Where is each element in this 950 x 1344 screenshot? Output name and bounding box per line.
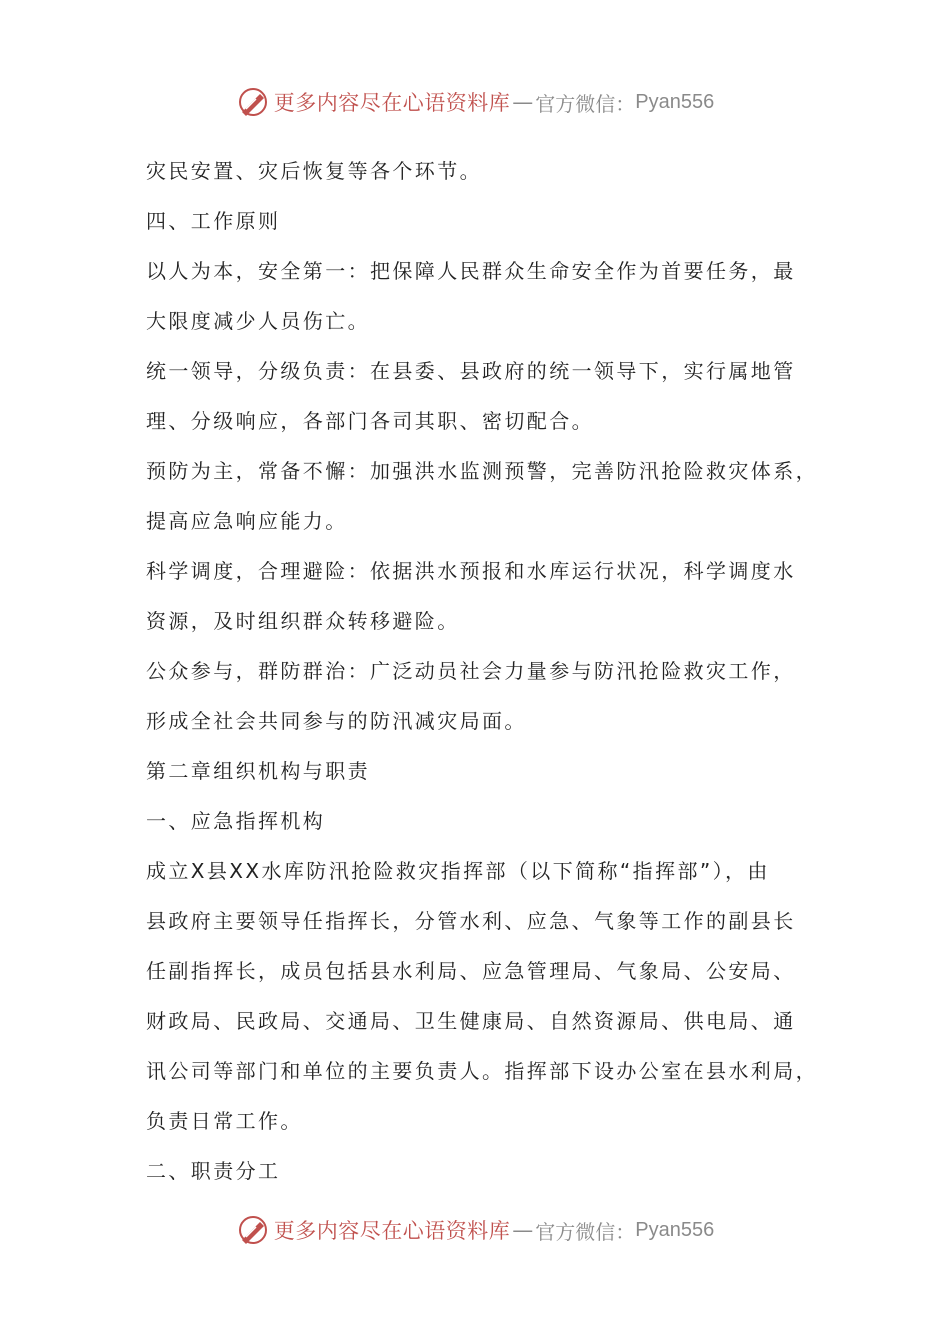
text-line: 预防为主，常备不懈：加强洪水监测预警，完善防汛抢险救灾体系， [146, 459, 818, 483]
watermark-wechat-id: Pyan556 [635, 1218, 715, 1241]
text-line: 科学调度，合理避险：依据洪水预报和水库运行状况，科学调度水 [146, 559, 796, 583]
section-heading: 四、工作原则 [146, 209, 281, 233]
text-line: 讯公司等部门和单位的主要负责人。指挥部下设办公室在县水利局， [146, 1059, 818, 1083]
watermark-dash: — [512, 1218, 534, 1242]
text-line: 理、分级响应，各部门各司其职、密切配合。 [146, 409, 594, 433]
text-line: 公众参与，群防群治：广泛动员社会力量参与防汛抢险救灾工作， [146, 659, 796, 683]
header-watermark [0, 82, 950, 122]
text-line: 财政局、民政局、交通局、卫生健康局、自然资源局、供电局、通 [146, 1009, 796, 1033]
text-line: 形成全社会共同参与的防汛减灾局面。 [146, 709, 527, 733]
text-line: 灾民安置、灾后恢复等各个环节。 [146, 159, 482, 183]
watermark-sub-text: 官方微信： [535, 1219, 636, 1244]
section-heading: 二、职责分工 [146, 1159, 281, 1183]
pen-logo-icon [236, 1213, 270, 1247]
text-line: 提高应急响应能力。 [146, 509, 348, 533]
text-line: 负责日常工作。 [146, 1109, 303, 1133]
chapter-heading: 第二章组织机构与职责 [146, 759, 370, 783]
section-heading: 一、应急指挥机构 [146, 809, 326, 833]
document-body [146, 146, 826, 1196]
pen-logo-icon [236, 85, 270, 119]
watermark-sub-text: 官方微信： [535, 91, 636, 116]
text-line: 以人为本，安全第一：把保障人民群众生命安全作为首要任务，最 [146, 259, 796, 283]
text-line: 大限度减少人员伤亡。 [146, 309, 370, 333]
watermark-main-text: 更多内容尽在心语资料库 [273, 1219, 511, 1243]
watermark-dash: — [512, 90, 534, 114]
text-line: 统一领导，分级负责：在县委、县政府的统一领导下，实行属地管 [146, 359, 796, 383]
watermark-wechat-id: Pyan556 [635, 90, 715, 113]
watermark-main-text: 更多内容尽在心语资料库 [273, 91, 511, 115]
text-line: 资源，及时组织群众转移避险。 [146, 609, 460, 633]
text-line: 县政府主要领导任指挥长，分管水利、应急、气象等工作的副县长 [146, 909, 796, 933]
text-line: 任副指挥长，成员包括县水利局、应急管理局、气象局、公安局、 [146, 959, 796, 983]
text-line: 成立X县XX水库防汛抢险救灾指挥部（以下简称“指挥部”），由 [146, 859, 770, 883]
footer-watermark [0, 1210, 950, 1250]
